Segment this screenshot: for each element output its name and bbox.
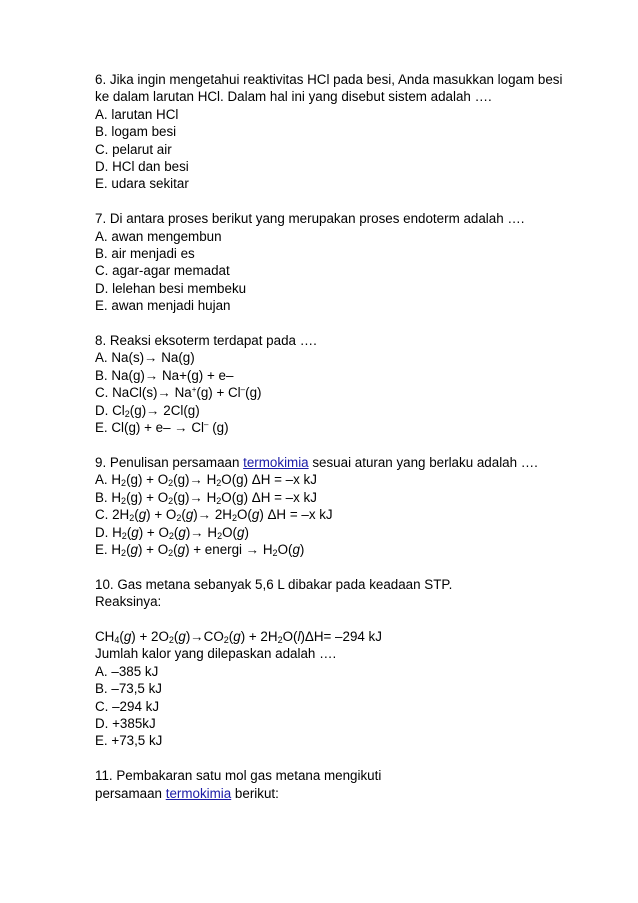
question-9-option-d: D. $H_2(g) + O_2(g)\to H_2O(g)$ [95, 524, 249, 541]
question-10-option-b: B. –73,5 kJ [95, 681, 162, 697]
question-6-option-b: B. logam besi [95, 124, 177, 140]
question-10-stem: 10. Gas metana sebanyak 5,6 L dibakar pada keadaan STP. [95, 576, 453, 592]
question-7-option-c: C. agar-agar memadat [95, 263, 230, 279]
question-10-option-e: E. +73,5 kJ [95, 733, 163, 749]
question-8-option-e: E. Cl(g) + e– → Cl– (g) [95, 420, 229, 436]
question-10 [95, 576, 578, 750]
question-9-option-b: B. $H_2(g) + O_2(g)\to H_2O(g) \Delta H = -x$ kJ [95, 489, 317, 506]
question-7-option-b: B. air menjadi es [95, 246, 195, 262]
question-10-reaction-label: Reaksinya: [95, 594, 162, 610]
termokimia-link[interactable]: termokimia [165, 785, 232, 801]
blank-line [95, 611, 578, 628]
question-6-option-d: D. HCl dan besi [95, 159, 189, 175]
question-9-stem: 9. Penulisan persamaan termokimia sesuai aturan yang berlaku adalah …. [95, 454, 538, 470]
question-6 [95, 71, 578, 193]
question-11-stem-line2: persamaan termokimia berikut: [95, 785, 279, 801]
question-7 [95, 210, 578, 314]
question-7-stem: 7. Di antara proses berikut yang merupakan proses endoterm adalah …. [95, 211, 525, 227]
question-8-option-c: C. NaCl(s)→ Na+(g) + Cl–(g) [95, 385, 262, 401]
question-7-option-a: A. awan mengembun [95, 228, 222, 244]
question-8-option-d: D. $Cl_2(g)\to 2Cl(g)$ [95, 402, 200, 419]
question-8-stem: 8. Reaksi eksoterm terdapat pada …. [95, 333, 317, 349]
question-7-option-e: E. awan menjadi hujan [95, 298, 231, 314]
question-11-stem-line1: 11. Pembakaran satu mol gas metana mengikuti [95, 768, 382, 784]
question-7-option-d: D. lelehan besi membeku [95, 280, 247, 296]
question-6-option-a: A. larutan HCl [95, 106, 179, 122]
question-9-option-e: E. $H_2(g) + O_2(g)$ + energi → $H_2O(g)$ [95, 541, 305, 558]
question-9-option-a: A. $H_2(g) + O_2(g)\to H_2O(g) \Delta H = -x$ kJ [95, 472, 317, 489]
question-10-option-a: A. –385 kJ [95, 663, 159, 679]
termokimia-link[interactable]: termokimia [243, 454, 309, 470]
question-10-equation: $CH_4(g) + 2O_2(g)\to CO_2(g) + 2H_2O(l)\Delta H= -294$ kJ [95, 628, 382, 645]
question-10-question: Jumlah kalor yang dilepaskan adalah …. [95, 646, 337, 662]
question-10-option-d: D. +385kJ [95, 715, 156, 731]
question-10-option-c: C. –294 kJ [95, 698, 160, 714]
question-8 [95, 332, 578, 436]
question-11 [95, 767, 578, 802]
question-8-option-a: A. Na(s)→ Na(g) [95, 350, 195, 366]
question-6-option-e: E. udara sekitar [95, 176, 189, 192]
question-8-option-b: B. Na(g)→ Na+(g) + e– [95, 367, 234, 383]
question-6-option-c: C. pelarut air [95, 141, 172, 157]
question-9 [95, 454, 578, 558]
question-9-option-c: C. $2H_2(g) + O_2(g)\to 2H_2O(g) \Delta H = -x$ kJ [95, 507, 333, 524]
question-6-stem: 6. Jika ingin mengetahui reaktivitas HCl pada besi, Anda masukkan logam besi ke dalam larutan HCl. Dalam hal ini yang disebut sistem adalah …. [95, 72, 563, 105]
